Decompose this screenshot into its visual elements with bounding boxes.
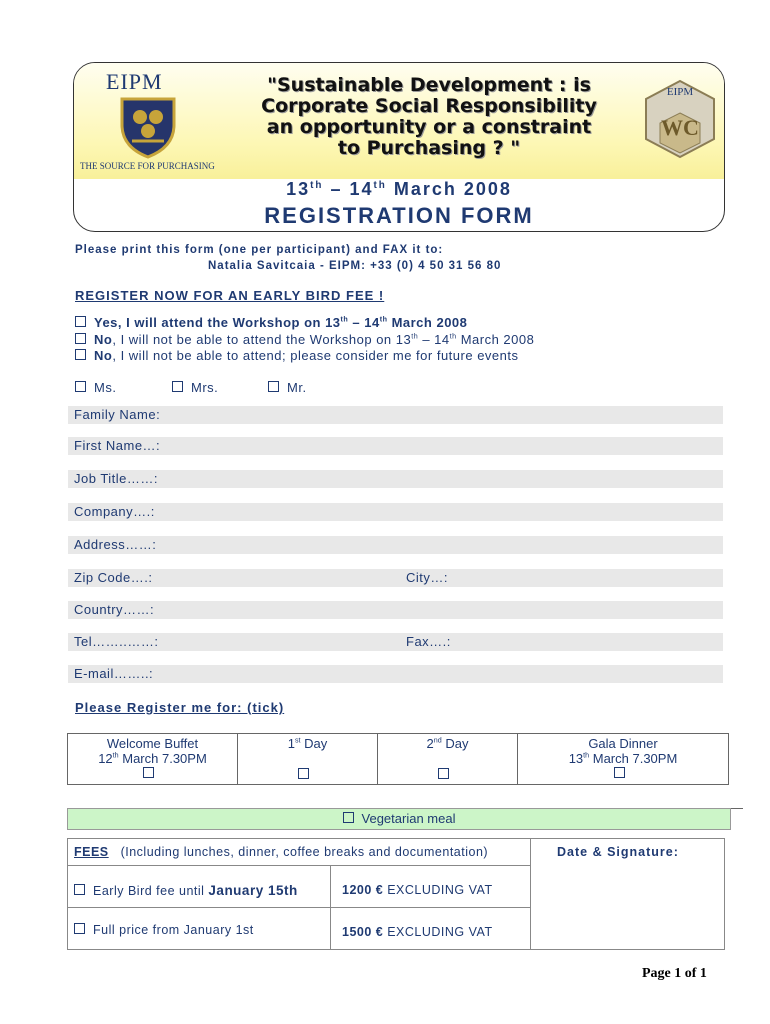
checkbox-icon[interactable]	[75, 316, 86, 327]
signature-label: Date & Signature:	[557, 845, 679, 859]
option-yes[interactable]	[75, 315, 467, 330]
full-price-cell	[342, 925, 493, 939]
vegetarian-label: Vegetarian meal	[361, 811, 456, 826]
checkbox-icon[interactable]	[438, 768, 449, 779]
checkbox-icon[interactable]	[172, 381, 183, 392]
date-suffix: th	[112, 751, 119, 760]
zip-label: Zip Code….:	[74, 570, 153, 585]
early-bird-price: 1200 €	[342, 883, 384, 897]
checkbox-icon[interactable]	[75, 349, 86, 360]
title-line: to Purchasing ? "	[337, 137, 521, 159]
checkbox-icon[interactable]	[74, 923, 85, 934]
fees-heading: FEES	[74, 845, 109, 859]
company-label: Company….:	[74, 504, 155, 519]
family-name-field[interactable]	[68, 406, 723, 424]
checkbox-icon[interactable]	[75, 333, 86, 344]
date-suffix: th	[583, 751, 590, 760]
full-price-label: Full price from January 1st	[93, 923, 254, 937]
register-heading: Please Register me for: (tick)	[75, 700, 285, 715]
country-label: Country……:	[74, 602, 155, 617]
checkbox-icon[interactable]	[75, 381, 86, 392]
workshop-title	[224, 75, 634, 159]
early-bird-price-cell	[342, 883, 493, 897]
date-day: 13	[568, 751, 584, 766]
table-spacer-row	[67, 788, 743, 809]
city-label: City…:	[406, 570, 448, 585]
ordinal-suffix: th	[379, 315, 388, 324]
checkbox-icon[interactable]	[343, 812, 354, 823]
eipm-logo-text: EIPM	[106, 69, 163, 94]
title-mrs[interactable]	[172, 380, 218, 395]
checkbox-icon[interactable]	[268, 381, 279, 392]
job-title-field[interactable]	[68, 470, 723, 488]
fees-details	[68, 839, 530, 949]
date-day: 13	[286, 179, 311, 199]
option-no-workshop[interactable]	[75, 332, 534, 347]
option-text: , I will not be able to attend; please consider me for future events	[112, 348, 519, 363]
checkbox-icon[interactable]	[298, 768, 309, 779]
early-bird-label: Early Bird fee until	[93, 884, 209, 898]
event-welcome-buffet	[68, 734, 238, 785]
fax-contact: Natalia Savitcaia - EIPM: +33 (0) 4 50 31 56 80	[208, 260, 502, 272]
early-bird-heading: REGISTER NOW FOR AN EARLY BIRD FEE !	[75, 288, 385, 303]
title-label: Mrs.	[191, 380, 219, 395]
title-ms[interactable]	[75, 380, 116, 395]
date-suffix: st	[294, 736, 301, 745]
title-label: Mr.	[287, 380, 307, 395]
tel-label: Tel……..……:	[74, 634, 159, 649]
address-label: Address……:	[74, 537, 157, 552]
ordinal-suffix: th	[411, 332, 419, 341]
vat-note: EXCLUDING VAT	[387, 925, 493, 939]
option-text: Yes, I will attend the Workshop on 13	[94, 315, 341, 330]
tel-fax-field[interactable]	[68, 633, 723, 651]
option-text: , I will not be able to attend the Workshop on 13	[112, 332, 412, 347]
date-suffix: th	[310, 180, 324, 191]
fax-label: Fax….:	[406, 634, 451, 649]
page-number: Page 1 of 1	[642, 966, 707, 981]
fees-heading-row	[74, 845, 488, 859]
events-table	[67, 733, 729, 785]
date-separator: –	[323, 179, 350, 199]
vat-note: EXCLUDING VAT	[387, 883, 493, 897]
ordinal-suffix: th	[449, 332, 457, 341]
ordinal-suffix: th	[340, 315, 349, 324]
option-bold: No	[94, 332, 113, 347]
title-mr[interactable]	[268, 380, 307, 395]
title-line: an opportunity or a constraint	[266, 116, 592, 138]
form-title: REGISTRATION FORM	[264, 203, 534, 228]
date-suffix: nd	[433, 736, 442, 745]
right-logo-text: EIPM	[666, 86, 694, 98]
wc-logo-icon	[644, 79, 716, 159]
event-name	[380, 736, 515, 751]
email-label: E-mail……..:	[74, 666, 154, 681]
checkbox-icon[interactable]	[143, 767, 154, 778]
first-name-label: First Name…:	[74, 438, 161, 453]
email-field[interactable]	[68, 665, 723, 683]
early-bird-date: January 15th	[208, 883, 298, 898]
signature-box[interactable]	[530, 839, 724, 949]
family-name-label: Family Name:	[74, 407, 161, 422]
event-name: Gala Dinner	[588, 736, 658, 751]
option-text: – 14	[418, 332, 450, 347]
workshop-dates	[74, 179, 724, 200]
event-date	[520, 751, 726, 766]
header-banner	[73, 62, 725, 232]
date-text: March 7.30PM	[589, 751, 678, 766]
option-text: – 14	[348, 315, 380, 330]
logo-caption: THE SOURCE FOR PURCHASING	[80, 161, 215, 171]
event-date	[70, 751, 235, 766]
vegetarian-option[interactable]	[67, 808, 731, 830]
right-logo-mark: WC	[661, 115, 699, 140]
event-day-2	[378, 734, 518, 785]
fees-table	[67, 838, 725, 950]
company-field[interactable]	[68, 503, 723, 521]
date-text: Day	[300, 736, 328, 751]
date-text: Day	[441, 736, 469, 751]
date-day: 1	[287, 736, 295, 751]
checkbox-icon[interactable]	[74, 884, 85, 895]
eipm-shield-icon	[118, 95, 178, 159]
full-price: 1500 €	[342, 925, 384, 939]
option-text: March 2008	[456, 332, 535, 347]
date-day: 12	[98, 751, 113, 766]
date-text: March 7.30PM	[118, 751, 207, 766]
event-day-1	[238, 734, 378, 785]
event-name: Welcome Buffet	[106, 736, 199, 751]
address-field[interactable]	[68, 536, 723, 554]
event-name	[240, 736, 375, 751]
job-title-label: Job Title……:	[74, 471, 159, 486]
first-name-field[interactable]	[68, 437, 723, 455]
title-line: Corporate Social Responsibility	[261, 95, 597, 117]
country-field[interactable]	[68, 601, 723, 619]
checkbox-icon[interactable]	[614, 767, 625, 778]
early-bird-option[interactable]	[74, 883, 298, 898]
date-month: March 2008	[386, 179, 512, 199]
option-bold: No	[94, 348, 113, 363]
date-day: 2	[426, 736, 434, 751]
title-label: Ms.	[94, 380, 117, 395]
instructions-line: Please print this form (one per participant) and FAX it to:	[75, 244, 444, 256]
title-line: "Sustainable Development : is	[267, 74, 591, 96]
date-suffix: th	[373, 180, 387, 191]
date-day: 14	[349, 179, 374, 199]
event-gala-dinner	[518, 734, 729, 785]
option-no-future[interactable]	[75, 348, 519, 363]
fees-note: (Including lunches, dinner, coffee breaks and documentation)	[120, 845, 489, 859]
option-text: March 2008	[387, 315, 468, 330]
zip-city-field[interactable]	[68, 569, 723, 587]
full-price-option[interactable]	[74, 923, 254, 937]
